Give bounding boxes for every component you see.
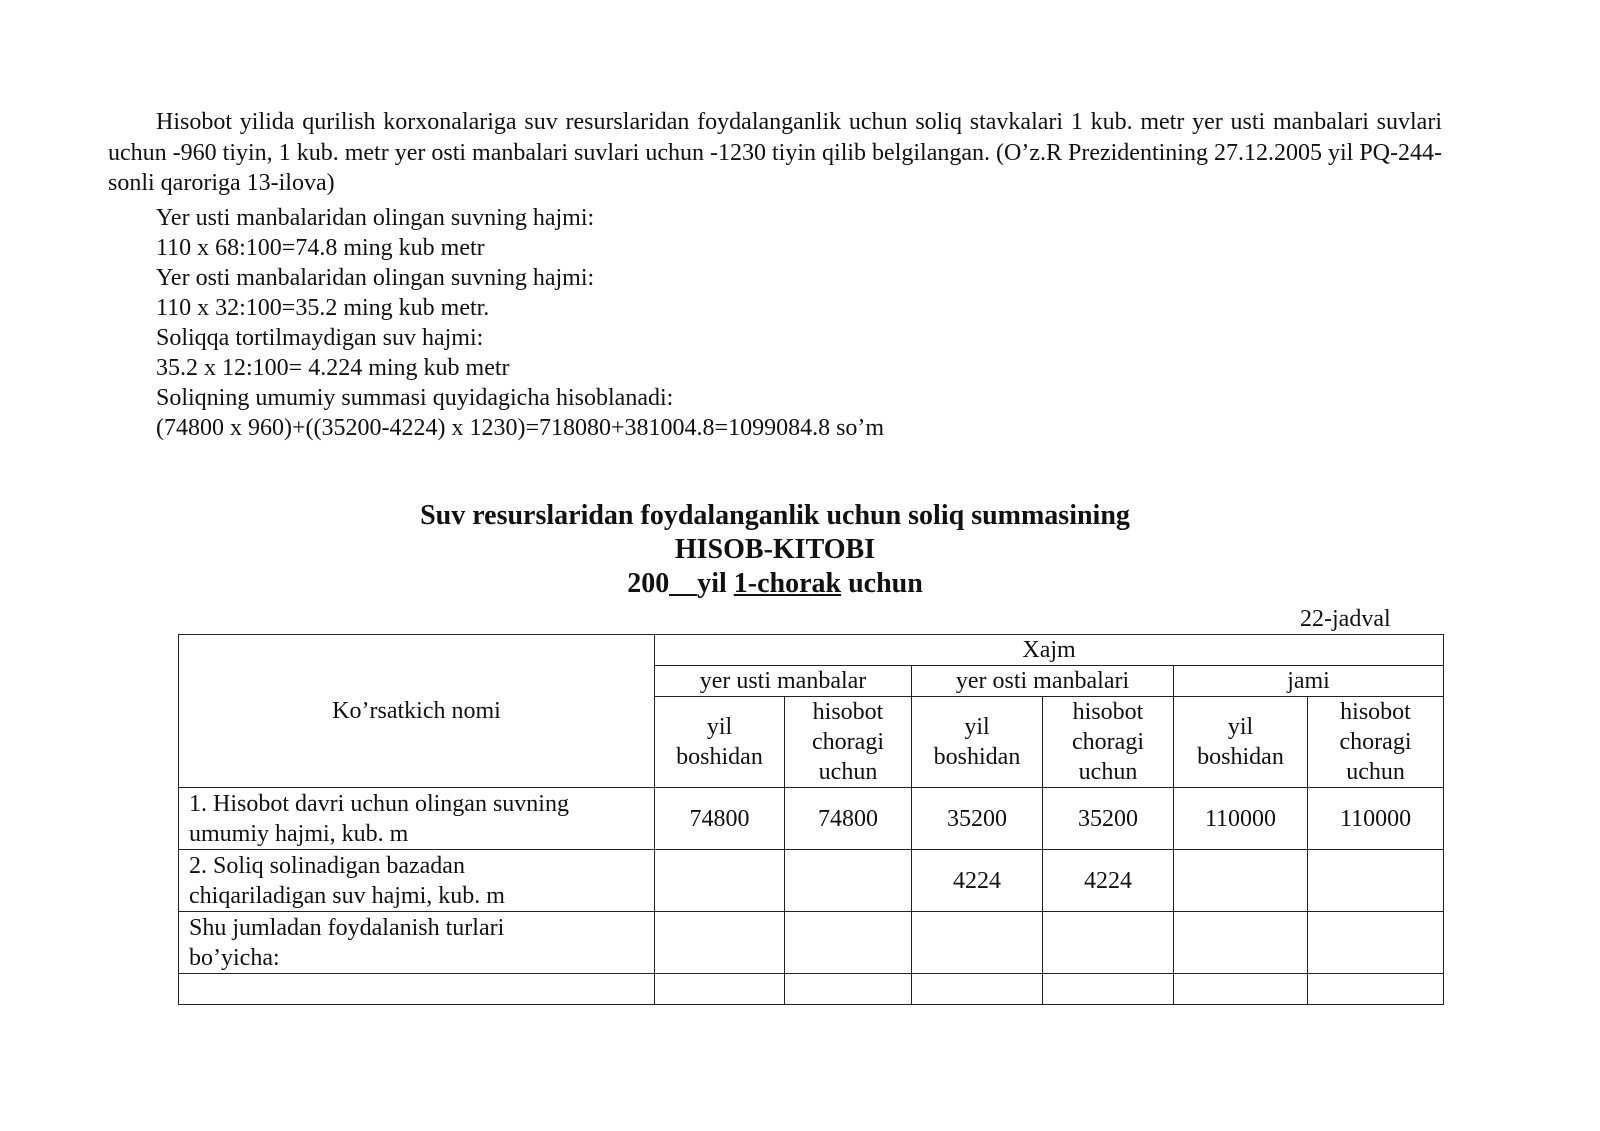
table-cell xyxy=(655,974,785,1005)
table-cell xyxy=(1043,974,1174,1005)
table-cell: 110000 xyxy=(1174,788,1308,850)
table-cell: 74800 xyxy=(655,788,785,850)
table-cell xyxy=(1043,912,1174,974)
subgroup-underground: yer osti manbalari xyxy=(912,666,1174,697)
calc-line: Soliqning umumiy summasi quyidagicha hisoblanadi: xyxy=(156,385,674,411)
header-row-group xyxy=(179,635,1444,666)
table-cell xyxy=(1308,850,1444,912)
col-quarter: hisobot choragi uchun xyxy=(1308,697,1444,788)
calc-line: 35.2 x 12:100= 4.224 ming kub metr xyxy=(156,355,510,381)
table-row xyxy=(179,912,1444,974)
col-quarter: hisobot choragi uchun xyxy=(1043,697,1174,788)
table-cell xyxy=(1308,974,1444,1005)
table-cell xyxy=(1174,974,1308,1005)
table-cell: 35200 xyxy=(912,788,1043,850)
document-title: Suv resurslaridan foydalanganlik uchun soliq summasining xyxy=(420,500,1130,531)
subgroup-surface: yer usti manbalar xyxy=(655,666,912,697)
subgroup-total: jami xyxy=(1174,666,1444,697)
row-label: 1. Hisobot davri uchun olingan suvning umumiy hajmi, kub. m xyxy=(179,788,655,850)
table-row xyxy=(179,788,1444,850)
table-cell xyxy=(1174,850,1308,912)
table-cell xyxy=(1308,912,1444,974)
group-header-volume: Xajm xyxy=(655,635,1444,666)
table-row xyxy=(179,974,1444,1005)
table-cell xyxy=(785,974,912,1005)
period-quarter: 1-chorak xyxy=(733,568,842,599)
calc-line: 110 x 32:100=35.2 ming kub metr. xyxy=(156,295,490,321)
calc-line: Yer osti manbalaridan olingan suvning hajmi: xyxy=(156,265,595,291)
table-cell: 4224 xyxy=(1043,850,1174,912)
calc-line: Soliqqa tortilmaydigan suv hajmi: xyxy=(156,325,484,351)
period-prefix: 200__yil xyxy=(627,568,734,599)
table-cell xyxy=(1174,912,1308,974)
table-number: 22-jadval xyxy=(1300,606,1391,632)
table-cell xyxy=(655,912,785,974)
row-label xyxy=(179,974,655,1005)
col-year-start: yil boshidan xyxy=(655,697,785,788)
table-cell: 4224 xyxy=(912,850,1043,912)
calc-line: 110 x 68:100=74.8 ming kub metr xyxy=(156,235,485,261)
table-cell: 110000 xyxy=(1308,788,1444,850)
table-cell xyxy=(912,912,1043,974)
row-label: Shu jumladan foydalanish turlari bo’yicha: xyxy=(179,912,655,974)
document-period xyxy=(0,567,1550,601)
row-label: 2. Soliq solinadigan bazadan chiqariladigan suv hajmi, kub. m xyxy=(179,850,655,912)
table-cell xyxy=(912,974,1043,1005)
table-row xyxy=(179,850,1444,912)
col-header-name: Ko’rsatkich nomi xyxy=(179,635,655,788)
calc-line: (74800 x 960)+((35200-4224) x 1230)=718080+381004.8=1099084.8 so’m xyxy=(156,415,885,441)
table-cell: 35200 xyxy=(1043,788,1174,850)
col-year-start: yil boshidan xyxy=(912,697,1043,788)
table-cell xyxy=(785,912,912,974)
period-suffix: uchun xyxy=(841,568,923,599)
intro-paragraph-text: Hisobot yilida qurilish korxonalariga suv resurslaridan foydalanganlik uchun soliq stavkalari 1 kub. metr yer usti manbalari suvlari uchun -960 tiyin, 1 kub. metr yer osti manbalari suvlari uchun -1230 tiyin qilib belgilangan. (O’z.R Prezidentining 27.12.2005 yil PQ-244-sonli qaroriga 13-ilova) xyxy=(108,109,1442,196)
intro-paragraph xyxy=(108,107,1442,199)
col-year-start: yil boshidan xyxy=(1174,697,1308,788)
col-quarter: hisobot choragi uchun xyxy=(785,697,912,788)
table-cell xyxy=(785,850,912,912)
tax-calculation-table xyxy=(178,634,1444,1005)
document-subtitle: HISOB-KITOBI xyxy=(674,534,876,565)
table-cell: 74800 xyxy=(785,788,912,850)
calc-line: Yer usti manbalaridan olingan suvning hajmi: xyxy=(156,205,595,231)
table-cell xyxy=(655,850,785,912)
